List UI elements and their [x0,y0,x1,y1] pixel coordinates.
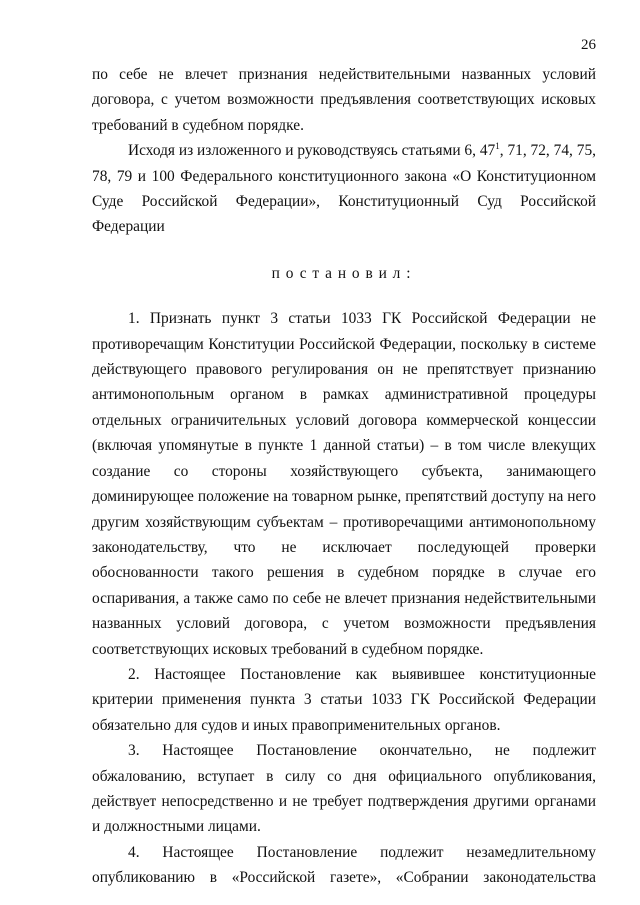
grounds-text-start: Исходя из изложенного и руководствуясь статьями 6, 47 [128,142,496,160]
resolution-heading: постановил: [271,264,417,282]
resolution-item-4: 4. Настоящее Постановление подлежит незамедлительному опубликованию в «Российской газете», «Собрании законодательства [92,843,596,887]
page-number: 26 [581,37,596,53]
resolution-item-1: 1. Признать пункт 3 статьи 1033 ГК Российской Федерации не противоречащим Конституции Российской Федерации, поскольку в системе действующего правового регулирования он не препятствует признанию антимонопольным органом в рамках административной процедуры отдельных ограничительных условий договора коммерческой концессии (включая упомянутые в пункте 1 данной статьи) – в том числе влекущих создание со стороны хозяйствующего субъекта, занимающего доминирующее положение на товарном рынке, препятствий доступу на него другим хозяйствующим субъектам – противоречащими антимонопольному законодательству, что не исключает последующей проверки обоснованности такого решения в судебном порядке в случае его оспаривания, а также само по себе не влечет признания недействительными названных условий договора, с учетом возможности предъявления соответствующих исковых требований в судебном порядке. [92,310,596,658]
resolution-item-2: 2. Настоящее Постановление как выявившее конституционные критерии применения пункта 3 статьи 1033 ГК Российской Федерации обязательно для судов и иных правоприменительных органов. [92,665,596,734]
document-body [92,62,596,891]
continuation-paragraph: по себе не влечет признания недействительными названных условий договора, с учетом возможности предъявления соответствующих исковых требований в судебном порядке. [92,66,596,134]
grounds-superscript: 1 [495,141,500,152]
grounds-paragraph [92,138,596,240]
resolution-item-3: 3. Настоящее Постановление окончательно, не подлежит обжалованию, вступает в силу со дня официального опубликования, действует непосредственно и не требует подтверждения другими органами и должностными лицами. [92,742,596,836]
grounds-text-end: , 71, 72, 74, 75, 78, 79 и 100 Федерального конституционного закона «О Конституционном Суде Российской Федерации», Конституционный Суд Российской Федерации [92,142,596,236]
